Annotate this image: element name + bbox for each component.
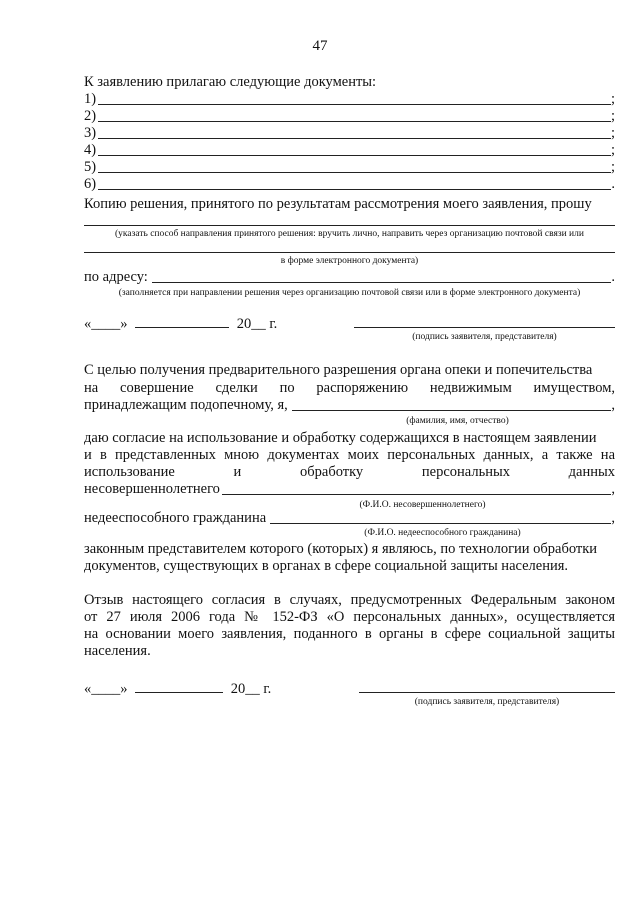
decision-method-line-2[interactable] — [84, 252, 615, 253]
signature-caption-2: (подпись заявителя, представителя) — [414, 697, 560, 707]
date-day-field[interactable]: «____» — [84, 316, 128, 332]
revocation-line-1: Отзыв настоящего согласия в случаях, предусмотренных Федеральным законом — [84, 592, 615, 608]
consent-line-5: и в представленных мною документах моих персональных данных, а также на — [84, 447, 615, 463]
incapable-end: , — [611, 510, 615, 526]
attachment-line-6[interactable] — [84, 176, 615, 193]
attachment-line-1[interactable] — [84, 91, 615, 108]
attachment-number: 1) — [84, 91, 97, 107]
consent-line-1: С целью получения предварительного разрешения органа опеки и попечительства — [84, 362, 593, 378]
address-line[interactable] — [84, 269, 615, 286]
date-month-field[interactable] — [135, 680, 223, 693]
attachment-end: ; — [610, 91, 615, 107]
address-caption: (заполняется при направлении решения через организацию почтовой связи или в форме электронного документа) — [118, 288, 581, 298]
attachment-number: 4) — [84, 142, 97, 158]
minor-end: , — [611, 481, 615, 497]
minor-label: несовершеннолетнего — [84, 481, 220, 497]
decision-method-line[interactable] — [84, 225, 615, 226]
attachment-line-5[interactable] — [84, 159, 615, 176]
attachment-number: 5) — [84, 159, 97, 175]
attachment-end: ; — [610, 159, 615, 175]
incapable-caption: (Ф.И.О. недееспособного гражданина) — [364, 528, 521, 538]
revocation-line-4: населения. — [84, 643, 151, 659]
attachment-fill[interactable] — [98, 108, 611, 122]
consent-line-3: принадлежащим подопечному, я, — [84, 397, 288, 413]
attachment-number: 2) — [84, 108, 97, 124]
attachment-fill[interactable] — [98, 159, 611, 173]
decision-caption-1: (указать способ направления принятого решения: вручить лично, направить через организацию почтовой связи или — [115, 229, 584, 239]
attachment-end: ; — [610, 142, 615, 158]
revocation-line-2: от 27 июля 2006 года № 152-ФЗ «О персональных данных», осуществляется — [84, 609, 615, 625]
minor-line[interactable] — [84, 481, 615, 498]
fio-caption: (фамилия, имя, отчество) — [406, 416, 509, 426]
date-year-field[interactable]: 20__ г. — [236, 316, 278, 332]
incapable-label: недееспособного гражданина — [84, 510, 267, 526]
attachment-end: ; — [610, 108, 615, 124]
decision-text: Копию решения, принятого по результатам рассмотрения моего заявления, прошу — [84, 196, 592, 212]
revocation-line-3: на основании моего заявления, поданного в органы в сфере социальной защиты — [84, 626, 615, 642]
fio-fill[interactable] — [292, 397, 612, 411]
decision-caption-2: в форме электронного документа) — [280, 256, 419, 266]
date-day-field[interactable]: «____» — [84, 681, 128, 697]
date-month-field[interactable] — [135, 315, 229, 328]
address-end: . — [611, 269, 615, 285]
incapable-line[interactable] — [84, 510, 615, 527]
signature-date-row — [84, 315, 304, 333]
signature-date-row-2 — [84, 680, 304, 698]
attachment-line-4[interactable] — [84, 142, 615, 159]
consent-line-9: законным представителем которого (которых) я являюсь, по технологии обработки — [84, 541, 598, 557]
signature-caption: (подпись заявителя, представителя) — [412, 332, 557, 342]
consent-line-6: использование и обработку персональных данных — [84, 464, 615, 480]
attachment-end: ; — [610, 125, 615, 141]
minor-caption: (Ф.И.О. несовершеннолетнего) — [359, 500, 486, 510]
attachment-line-3[interactable] — [84, 125, 615, 142]
attachment-fill[interactable] — [98, 176, 611, 190]
attachments-heading: К заявлению прилагаю следующие документы: — [84, 74, 377, 90]
attachment-line-2[interactable] — [84, 108, 615, 125]
page-number: 47 — [312, 38, 328, 54]
attachment-fill[interactable] — [98, 91, 611, 105]
minor-fill[interactable] — [222, 481, 611, 495]
incapable-fill[interactable] — [270, 510, 611, 524]
attachment-fill[interactable] — [98, 142, 611, 156]
date-year-field[interactable]: 20__ г. — [230, 681, 272, 697]
attachment-fill[interactable] — [98, 125, 611, 139]
attachment-number: 6) — [84, 176, 97, 192]
signature-line-2[interactable] — [359, 692, 615, 693]
fio-end: , — [611, 397, 615, 413]
address-label: по адресу: — [84, 269, 148, 285]
consent-fio-line[interactable] — [84, 397, 615, 414]
consent-line-10: документов, существующих в органах в сфере социальной защиты населения. — [84, 558, 569, 574]
consent-line-4: даю согласие на использование и обработку содержащихся в настоящем заявлении — [84, 430, 597, 446]
address-fill[interactable] — [152, 269, 612, 283]
consent-line-2: на совершение сделки по распоряжению недвижимым имуществом, — [84, 380, 615, 396]
attachment-end: . — [611, 176, 615, 192]
attachment-number: 3) — [84, 125, 97, 141]
signature-line[interactable] — [354, 327, 615, 328]
